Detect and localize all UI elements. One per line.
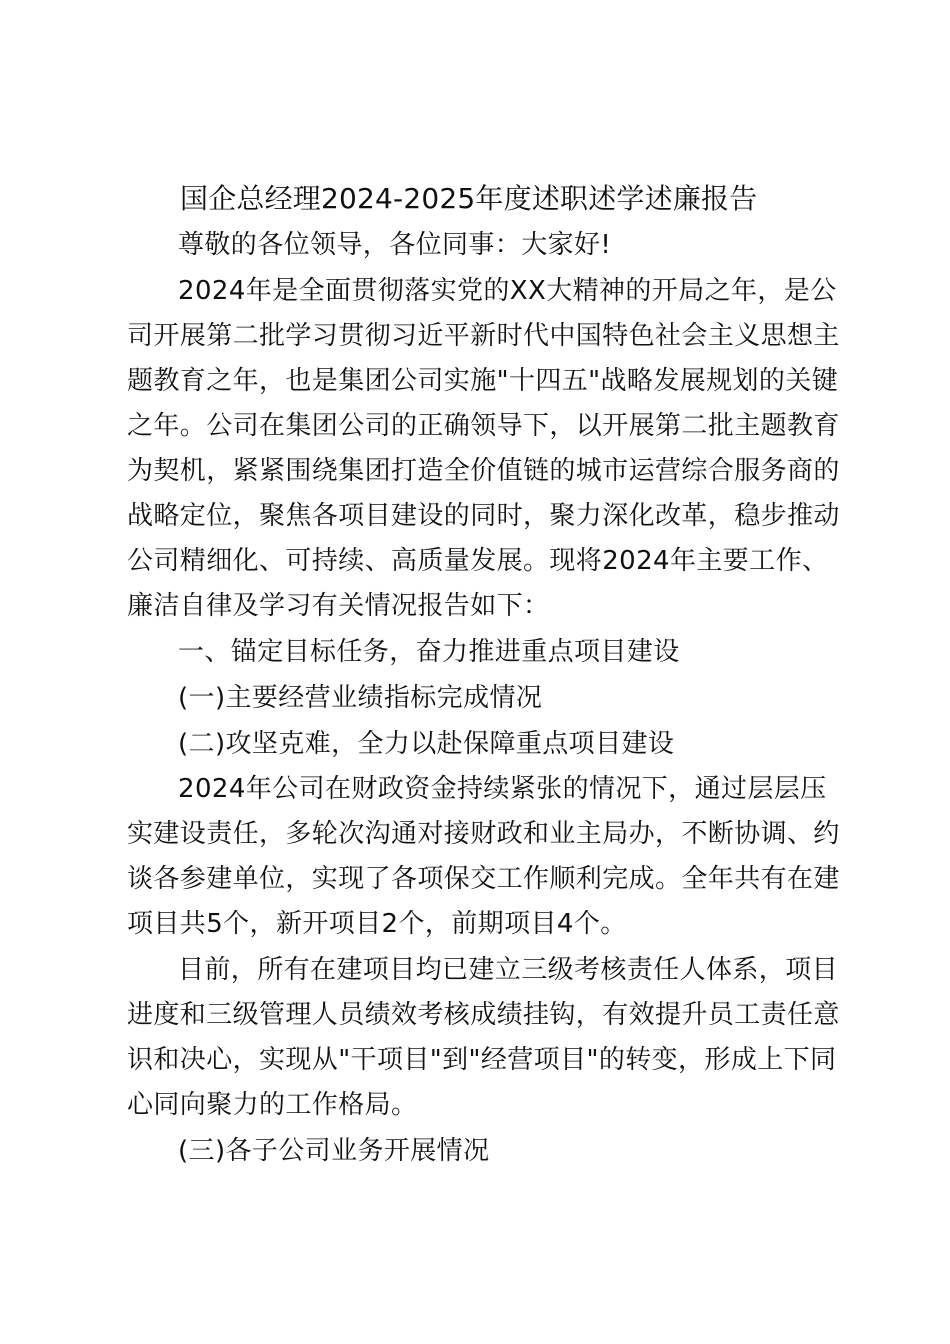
intro-line-1: 2024年是全面贯彻落实党的XX大精神的开局之年，是公 — [178, 276, 837, 306]
paragraph-3-line-2: 进度和三级管理人员绩效考核成绩挂钩，有效提升员工责任意 — [127, 1000, 840, 1030]
intro-line-7: 公司精细化、可持续、高质量发展。现将2024年主要工作、 — [127, 546, 829, 576]
subsection-2-heading: (二)攻坚克难，全力以赴保障重点项目建设 — [178, 729, 675, 759]
paragraph-3-line-4: 心同向聚力的工作格局。 — [127, 1090, 418, 1120]
intro-line-8: 廉洁自律及学习有关情况报告如下： — [127, 591, 550, 621]
intro-line-2: 司开展第二批学习贯彻习近平新时代中国特色社会主义思想主 — [127, 321, 840, 351]
paragraph-2-line-3: 谈各参建单位，实现了各项保交工作顺利完成。全年共有在建 — [127, 864, 840, 894]
paragraph-2-line-1: 2024年公司在财政资金持续紧张的情况下，通过层层压 — [178, 774, 827, 804]
paragraph-3-line-3: 识和决心，实现从"干项目"到"经营项目"的转变，形成上下同 — [127, 1045, 837, 1075]
paragraph-3-line-1: 目前，所有在建项目均已建立三级考核责任人体系，项目 — [178, 955, 839, 985]
paragraph-2-line-2: 实建设责任，多轮次沟通对接财政和业主局办，不断协调、约 — [127, 819, 840, 849]
intro-line-5: 为契机，紧紧围绕集团打造全价值链的城市运营综合服务商的 — [127, 456, 840, 486]
greeting: 尊敬的各位领导，各位同事：大家好! — [178, 230, 612, 260]
section-1-heading: 一、锚定目标任务，奋力推进重点项目建设 — [178, 637, 680, 667]
paragraph-2-line-4: 项目共5个，新开项目2个，前期项目4个。 — [127, 909, 627, 939]
document-title: 国企总经理2024-2025年度述职述学述廉报告 — [180, 182, 758, 215]
subsection-3-heading: (三)各子公司业务开展情况 — [178, 1136, 490, 1166]
intro-line-6: 战略定位，聚焦各项目建设的同时，聚力深化改革，稳步推动 — [127, 501, 840, 531]
subsection-1-heading: (一)主要经营业绩指标完成情况 — [178, 683, 543, 713]
intro-line-4: 之年。公司在集团公司的正确领导下，以开展第二批主题教育 — [127, 411, 840, 441]
intro-line-3: 题教育之年，也是集团公司实施"十四五"战略发展规划的关键 — [127, 366, 839, 396]
